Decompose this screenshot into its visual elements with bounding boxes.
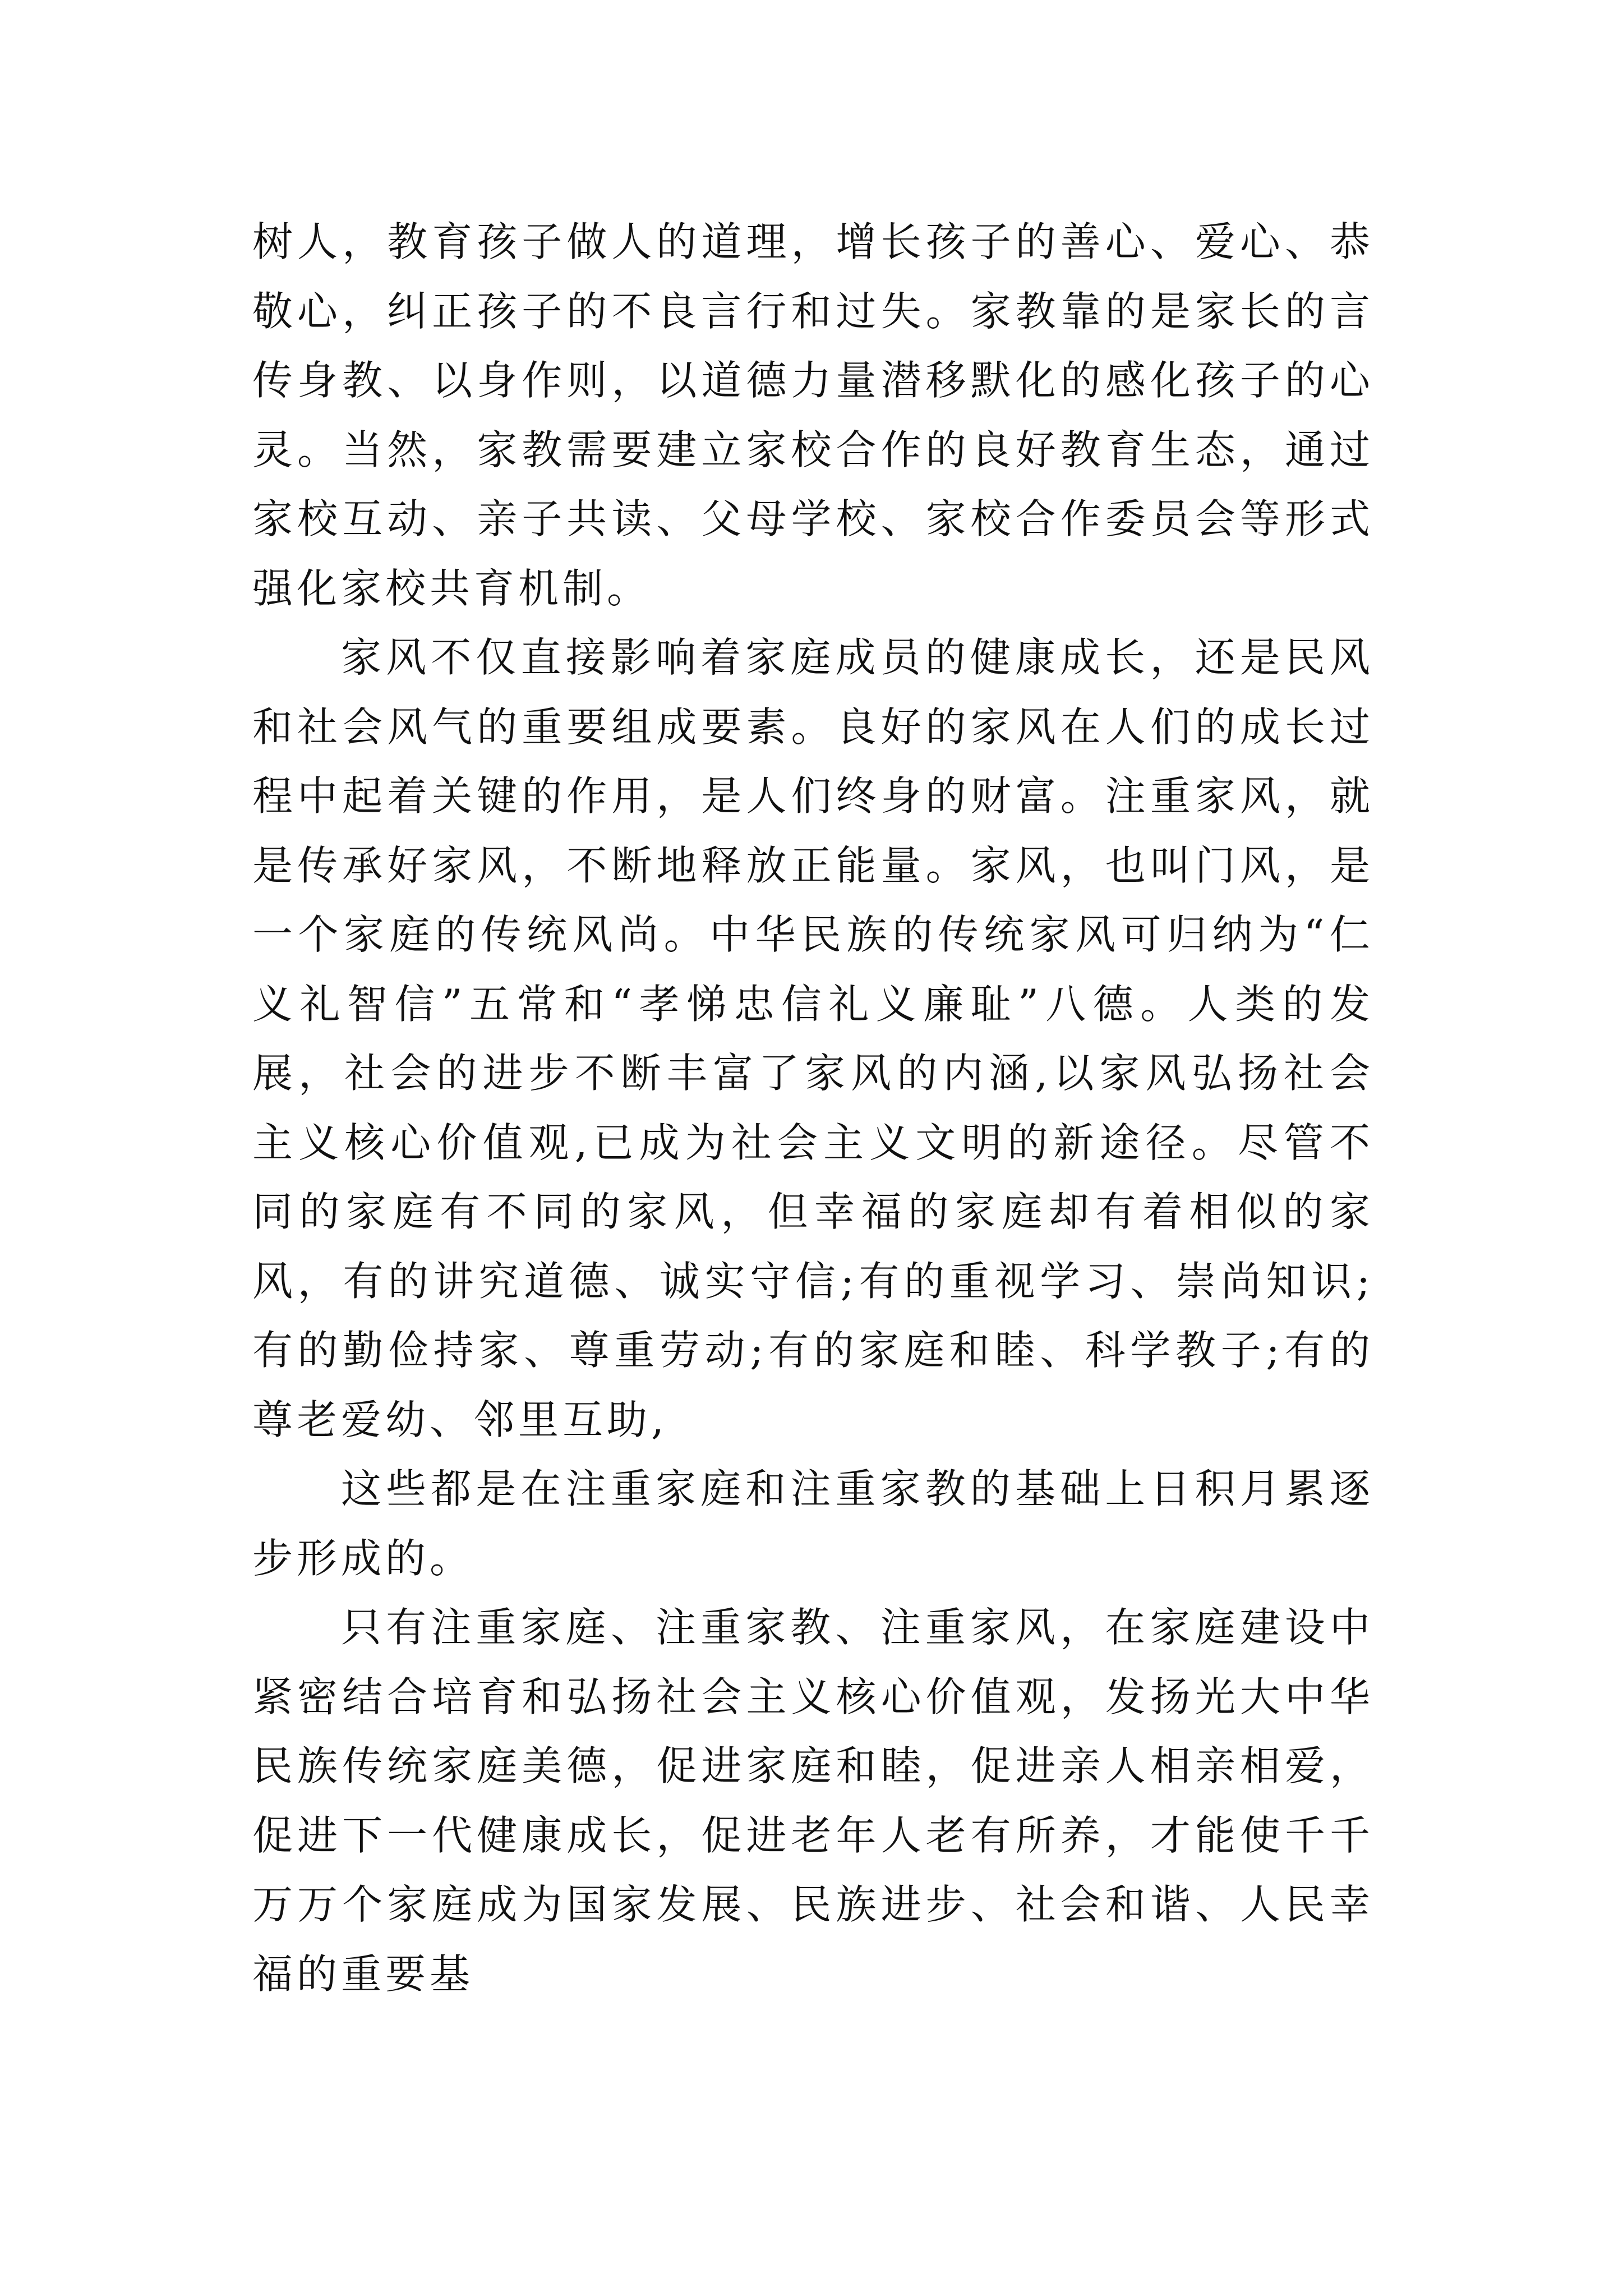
paragraph-2: 家风不仅直接影响着家庭成员的健康成长，还是民风和社会风气的重要组成要素。良好的家风在人们的成长过程中起着关键的作用，是人们终身的财富。注重家风，就是传承好家风，不断地释放正能量。家风，也叫门风，是一个家庭的传统风尚。中华民族的传统家风可归纳为“仁义礼智信”五常和“孝悌忠信礼义廉耻”八德。人类的发展，社会的进步不断丰富了家风的内涵,以家风弘扬社会主义核心价值观,已成为社会主义文明的新途径。尽管不同的家庭有不同的家风，但幸福的家庭却有着相似的家风，有的讲究道德、诚实守信;有的重视学习、崇尚知识;有的勤俭持家、尊重劳动;有的家庭和睦、科学教子;有的尊老爱幼、邻里互助, <box>252 634 1374 1443</box>
paragraph-4: 只有注重家庭、注重家教、注重家风，在家庭建设中紧密结合培育和弘扬社会主义核心价值观，发扬光大中华民族传统家庭美德，促进家庭和睦，促进亲人相亲相爱，促进下一代健康成长，促进老年人老有所养，才能使千千万万个家庭成为国家发展、民族进步、社会和谐、人民幸福的重要基 <box>252 1604 1374 1998</box>
paragraph-1: 树人，教育孩子做人的道理，增长孩子的善心、爱心、恭敬心，纠正孩子的不良言行和过失。家教靠的是家长的言传身教、以身作则，以道德力量潜移默化的感化孩子的心灵。当然，家教需要建立家校合作的良好教育生态，通过家校互动、亲子共读、父母学校、家校合作委员会等形式强化家校共育机制。 <box>252 218 1374 612</box>
document-body <box>252 208 1374 2009</box>
paragraph-3: 这些都是在注重家庭和注重家教的基础上日积月累逐步形成的。 <box>252 1465 1374 1582</box>
